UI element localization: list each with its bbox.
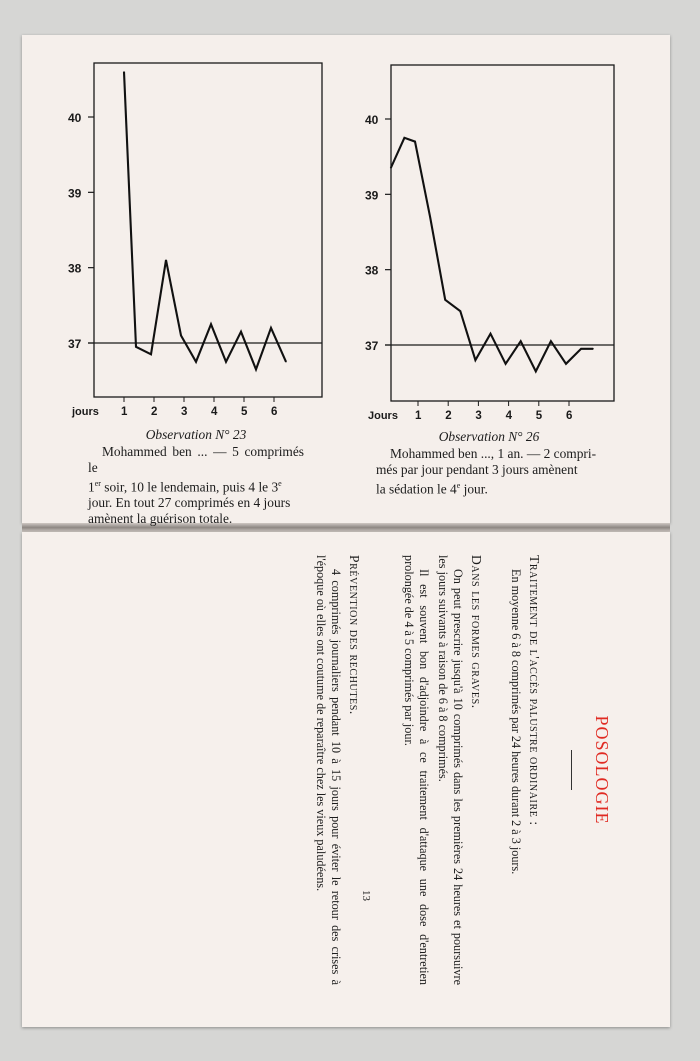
chart-0-data-point-6	[210, 324, 211, 325]
section-formes-graves-para-2: Il est souvent bon d'adjoindre à ce traitement d'attaque une dose d'entretien prolongée de 4 à 5 comprimés par jour.	[402, 555, 431, 985]
chart-1-temperature-series-line	[391, 138, 593, 372]
chart-0-data-point-3	[165, 260, 166, 261]
title-divider	[571, 750, 572, 790]
caption-26-line-3: la sédation le 4e jour.	[376, 481, 488, 497]
chart-0-xtick-6: 6	[271, 406, 278, 418]
chart-1-data-point-0	[390, 167, 391, 168]
chart-0-ytick-39: 39	[68, 186, 82, 201]
chart-1-data-point-8	[505, 363, 506, 364]
section-prevention-text: 4 comprimés journaliers pendant 10 à 15 jours pour éviter le retour des crises à l'époque où elles ont coutume de reparaître chez les vieux paludéens.	[314, 555, 343, 985]
chart-0-data-point-7	[225, 361, 226, 362]
caption-23-line-4: amènent la guérison totale.	[88, 511, 233, 527]
chart-0-frame	[94, 63, 322, 397]
chart-1-ytick-38: 38	[365, 263, 379, 278]
chart-0-data-point-1	[135, 346, 136, 347]
chart-1-xtick-2: 2	[445, 410, 452, 422]
chart-1-data-point-10	[535, 371, 536, 372]
chart-0-xtick-5: 5	[241, 406, 248, 418]
chart-1-xtick-6: 6	[566, 410, 573, 422]
caption-observation-23	[88, 427, 304, 527]
section-traitement-text: En moyenne 6 à 8 comprimés par 24 heures durant 2 à 3 jours.	[509, 569, 523, 875]
chart-1-data-point-6	[475, 359, 476, 360]
chart-1-data-point-9	[520, 341, 521, 342]
page-title: POSOLOGIE	[592, 715, 612, 825]
chart-1-data-point-3	[429, 216, 430, 217]
chart-1-data-point-4	[445, 299, 446, 300]
chart-1-data-point-13	[580, 348, 581, 349]
chart-1-data-point-14	[593, 348, 594, 349]
chart-1-data-point-11	[550, 341, 551, 342]
chart-0-temperature-series-line	[124, 72, 286, 370]
section-traitement	[504, 555, 542, 985]
caption-23-line-2: 1er soir, 10 le lendemain, puis 4 le 3e	[88, 479, 282, 495]
section-formes-graves-para-1: On peut prescrire jusqu'à 10 comprimés dans les premières 24 heures et poursuivre les jours suivants à raison de 6 à 8 comprimés.	[436, 555, 465, 985]
chart-0-xtick-1: 1	[121, 406, 128, 418]
caption-23-line-1: Mohammed ben ... — 5 comprimés le	[88, 444, 304, 475]
chart-0-xtick-2: 2	[151, 406, 158, 418]
section-formes-graves-heading: Dans les formes graves.	[469, 555, 484, 709]
chart-0-data-point-0	[123, 71, 124, 72]
section-traitement-heading: Traitement de l'accès palustre ordinaire :	[527, 555, 542, 826]
chart-0-data-point-5	[195, 361, 196, 362]
caption-23-line-3: jour. En tout 27 comprimés en 4 jours	[88, 495, 291, 511]
chart-0-ytick-37: 37	[68, 337, 82, 351]
caption-observation-26	[376, 429, 602, 497]
chart-1-ytick-40: 40	[365, 113, 379, 127]
chart-1-data-point-7	[490, 333, 491, 334]
chart-0-xtick-4: 4	[211, 406, 218, 418]
chart-1-data-point-12	[565, 363, 566, 364]
section-prevention-heading: Prévention des rechutes.	[347, 555, 362, 715]
chart-1-data-point-5	[460, 311, 461, 312]
caption-26-line-2: més par jour pendant 3 jours amènent	[376, 462, 578, 477]
section-prevention	[309, 555, 362, 985]
chart-1-xtick-5: 5	[535, 410, 543, 422]
chart-0-xlabel: jours	[72, 406, 99, 418]
chart-1-data-point-1	[404, 137, 405, 138]
chart-1-ytick-39: 39	[365, 188, 379, 203]
chart-1-xtick-3: 3	[475, 410, 482, 422]
chart-0-xtick-3: 3	[181, 406, 188, 418]
chart-1-data-point-2	[414, 141, 415, 142]
posologie-rotated-page	[0, 555, 612, 985]
chart-0-ytick-40: 40	[68, 111, 82, 125]
chart-0-data-point-10	[270, 327, 271, 328]
chart-0-data-point-4	[180, 335, 181, 336]
chart-0-ytick-38: 38	[68, 261, 82, 276]
chart-0-data-point-2	[150, 354, 151, 355]
chart-1-xtick-4: 4	[505, 410, 513, 422]
chart-0-data-point-8	[240, 331, 241, 332]
chart-1-ytick-37: 37	[365, 339, 379, 353]
caption-26-line-1: Mohammed ben ..., 1 an. — 2 compri-	[390, 446, 597, 461]
chart-1-xlabel: Jours	[368, 410, 398, 422]
chart-0-data-point-9	[255, 369, 256, 370]
observation-26-title: Observation N° 26	[438, 429, 540, 444]
page-number: 13	[360, 890, 372, 901]
observation-23-title: Observation N° 23	[145, 427, 247, 442]
section-formes-graves	[397, 555, 484, 985]
chart-1-xtick-1: 1	[415, 410, 422, 422]
chart-0-data-point-11	[285, 361, 286, 362]
